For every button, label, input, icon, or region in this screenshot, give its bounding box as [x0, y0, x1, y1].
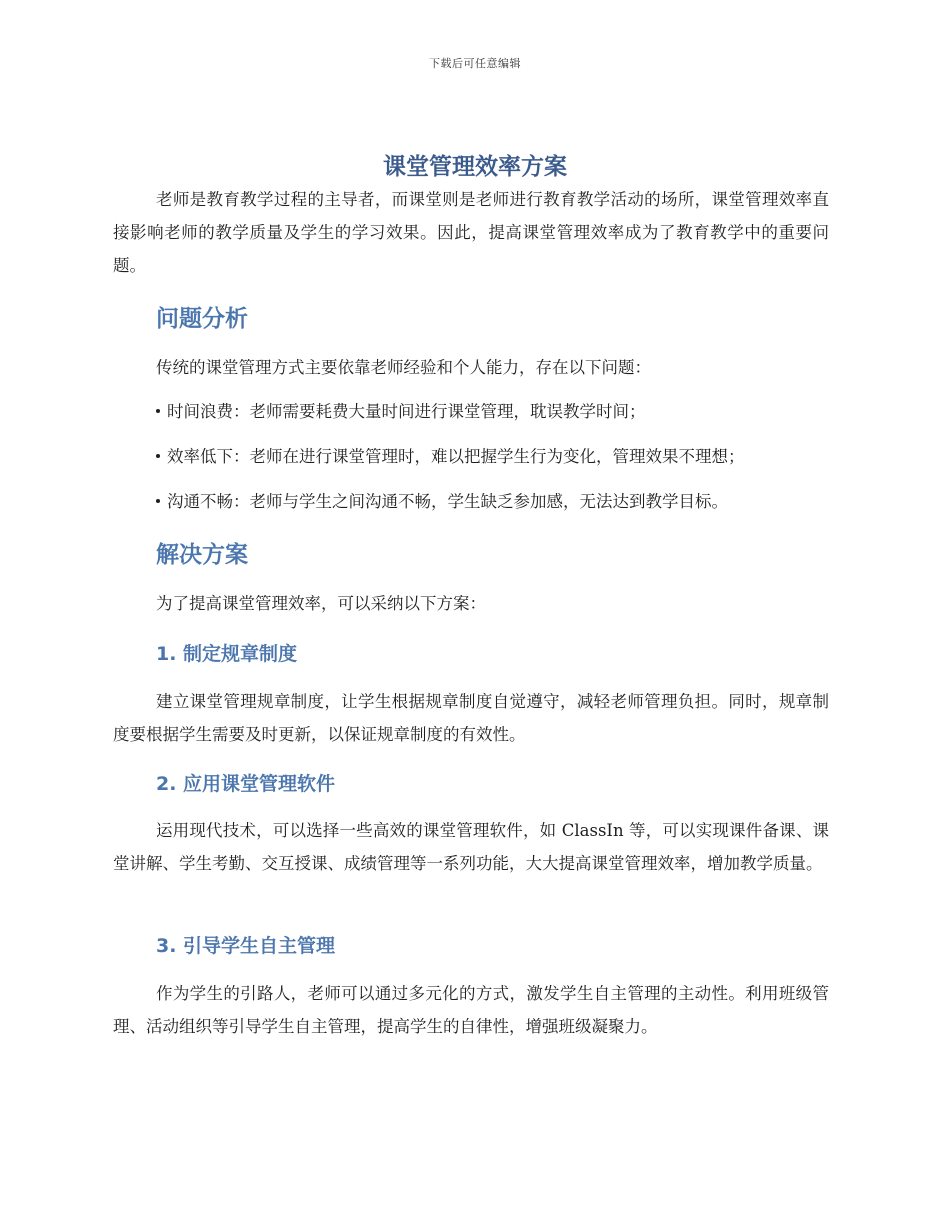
- bullet-text: 沟通不畅：老师与学生之间沟通不畅，学生缺乏参加感，无法达到教学目标。: [167, 492, 728, 511]
- bullet-item: [156, 446, 745, 468]
- intro-paragraph: 老师是教育教学过程的主导者，而课堂则是老师进行教育教学活动的场所，课堂管理效率直接影响老师的教学质量及学生的学习效果。因此，提高课堂管理效率成为了教育教学中的重要问题。: [113, 190, 829, 275]
- subsection-body-rules: 建立课堂管理规章制度，让学生根据规章制度自觉遵守，减轻老师管理负担。同时，规章制度要根据学生需要及时更新，以保证规章制度的有效性。: [113, 692, 829, 744]
- solution-lead: 为了提高课堂管理效率，可以采纳以下方案：: [156, 594, 486, 613]
- bullet-dot-icon: [156, 499, 160, 503]
- section-heading-solution: 解决方案: [156, 542, 248, 568]
- bullet-item: [156, 491, 728, 513]
- bullet-dot-icon: [156, 409, 160, 413]
- subsection-heading-rules: 1. 制定规章制度: [156, 643, 298, 665]
- subsection-body-software: 运用现代技术，可以选择一些高效的课堂管理软件，如 ClassIn 等，可以实现课件备课、课堂讲解、学生考勤、交互授课、成绩管理等一系列功能，大大提高课堂管理效率，增加教学质量。: [113, 821, 829, 873]
- subsection-heading-software: 2. 应用课堂管理软件: [156, 773, 336, 795]
- bullet-text: 效率低下：老师在进行课堂管理时，难以把握学生行为变化，管理效果不理想；: [167, 447, 745, 466]
- subsection-body-self-management: 作为学生的引路人，老师可以通过多元化的方式，激发学生自主管理的主动性。利用班级管理、活动组织等引导学生自主管理，提高学生的自律性，增强班级凝聚力。: [113, 984, 829, 1036]
- section-heading-analysis: 问题分析: [156, 306, 248, 332]
- analysis-lead: 传统的课堂管理方式主要依靠老师经验和个人能力，存在以下问题：: [156, 358, 651, 377]
- page-header-note: 下载后可任意编辑: [429, 57, 521, 70]
- document-title: 课堂管理效率方案: [383, 154, 567, 180]
- bullet-item: [156, 401, 646, 423]
- bullet-dot-icon: [156, 454, 160, 458]
- subsection-heading-self-management: 3. 引导学生自主管理: [156, 935, 336, 957]
- bullet-text: 时间浪费：老师需要耗费大量时间进行课堂管理，耽误教学时间；: [167, 402, 646, 421]
